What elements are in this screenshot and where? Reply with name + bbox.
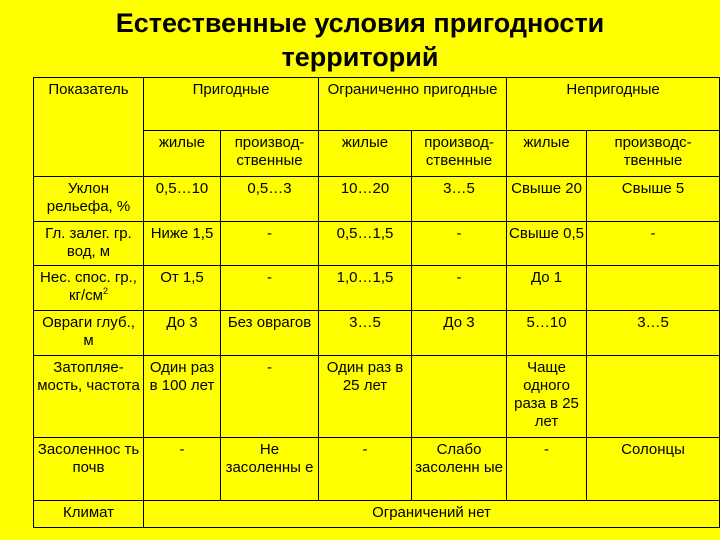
row-label-groundwater: Гл. залег. гр. вод, м bbox=[34, 221, 144, 265]
row-label-bearing-sup: 2 bbox=[103, 285, 109, 296]
table-cell: - bbox=[507, 438, 587, 501]
row-label-bearing-capacity bbox=[34, 265, 144, 310]
table-cell bbox=[412, 355, 507, 438]
suitability-table bbox=[33, 77, 720, 528]
row-label-salinity: Засоленнос ть почв bbox=[34, 438, 144, 501]
row-label-bearing-text: Нес. спос. гр., кг/см bbox=[40, 268, 137, 304]
table-cell: 3…5 bbox=[587, 310, 720, 355]
table-cell: 5…10 bbox=[507, 310, 587, 355]
table-cell: Свыше 5 bbox=[587, 176, 720, 221]
table-cell: Один раз в 100 лет bbox=[144, 355, 221, 438]
header-unsuitable: Непригодные bbox=[507, 78, 720, 131]
subheader-residential-unsuitable: жилые bbox=[507, 131, 587, 177]
subheader-residential-suitable: жилые bbox=[144, 131, 221, 177]
table-cell: 0,5…3 bbox=[221, 176, 319, 221]
table-cell: Не засоленны е bbox=[221, 438, 319, 501]
table-cell: До 3 bbox=[144, 310, 221, 355]
table-row bbox=[34, 310, 720, 355]
table-cell: - bbox=[221, 221, 319, 265]
title-line-1: Естественные условия пригодности bbox=[115, 8, 605, 38]
table-cell: - bbox=[412, 265, 507, 310]
table-row bbox=[34, 355, 720, 438]
row-label-climate: Климат bbox=[34, 501, 144, 528]
table-cell: 3…5 bbox=[412, 176, 507, 221]
table-cell: До 3 bbox=[412, 310, 507, 355]
subheader-industrial-unsuitable: производс-твенные bbox=[587, 131, 720, 177]
page-title bbox=[0, 6, 720, 74]
table-cell: 10…20 bbox=[319, 176, 412, 221]
table-cell: Ниже 1,5 bbox=[144, 221, 221, 265]
table-cell: Свыше 0,5 bbox=[507, 221, 587, 265]
table-cell: Чаще одного раза в 25 лет bbox=[507, 355, 587, 438]
subheader-industrial-limited: производ-ственные bbox=[412, 131, 507, 177]
row-label-flooding: Затопляе-мость, частота bbox=[34, 355, 144, 438]
row-label-ravines: Овраги глуб., м bbox=[34, 310, 144, 355]
header-suitable: Пригодные bbox=[144, 78, 319, 131]
table-cell bbox=[587, 265, 720, 310]
table-cell: До 1 bbox=[507, 265, 587, 310]
table-row bbox=[34, 265, 720, 310]
header-indicator: Показатель bbox=[34, 78, 144, 177]
table-cell bbox=[587, 355, 720, 438]
subheader-residential-limited: жилые bbox=[319, 131, 412, 177]
table-cell: Без оврагов bbox=[221, 310, 319, 355]
table-cell: - bbox=[221, 265, 319, 310]
row-label-slope: Уклон рельефа, % bbox=[34, 176, 144, 221]
table-cell: Солонцы bbox=[587, 438, 720, 501]
table-cell: 0,5…10 bbox=[144, 176, 221, 221]
table-cell: - bbox=[587, 221, 720, 265]
table-cell: - bbox=[144, 438, 221, 501]
table-cell: - bbox=[412, 221, 507, 265]
table-row bbox=[34, 501, 720, 528]
table-cell: 0,5…1,5 bbox=[319, 221, 412, 265]
table-cell: - bbox=[319, 438, 412, 501]
table-row bbox=[34, 176, 720, 221]
table-cell: - bbox=[221, 355, 319, 438]
table-row bbox=[34, 438, 720, 501]
climate-value: Ограничений нет bbox=[144, 501, 720, 528]
table-cell: 3…5 bbox=[319, 310, 412, 355]
table-row bbox=[34, 221, 720, 265]
table-cell: Слабо засоленн ые bbox=[412, 438, 507, 501]
table-cell: Один раз в 25 лет bbox=[319, 355, 412, 438]
title-line-2: территорий bbox=[281, 42, 439, 72]
subheader-industrial-suitable: производ-ственные bbox=[221, 131, 319, 177]
table-cell: От 1,5 bbox=[144, 265, 221, 310]
header-limited: Ограниченно пригодные bbox=[319, 78, 507, 131]
header-row bbox=[34, 78, 720, 131]
table-cell: 1,0…1,5 bbox=[319, 265, 412, 310]
table-cell: Свыше 20 bbox=[507, 176, 587, 221]
